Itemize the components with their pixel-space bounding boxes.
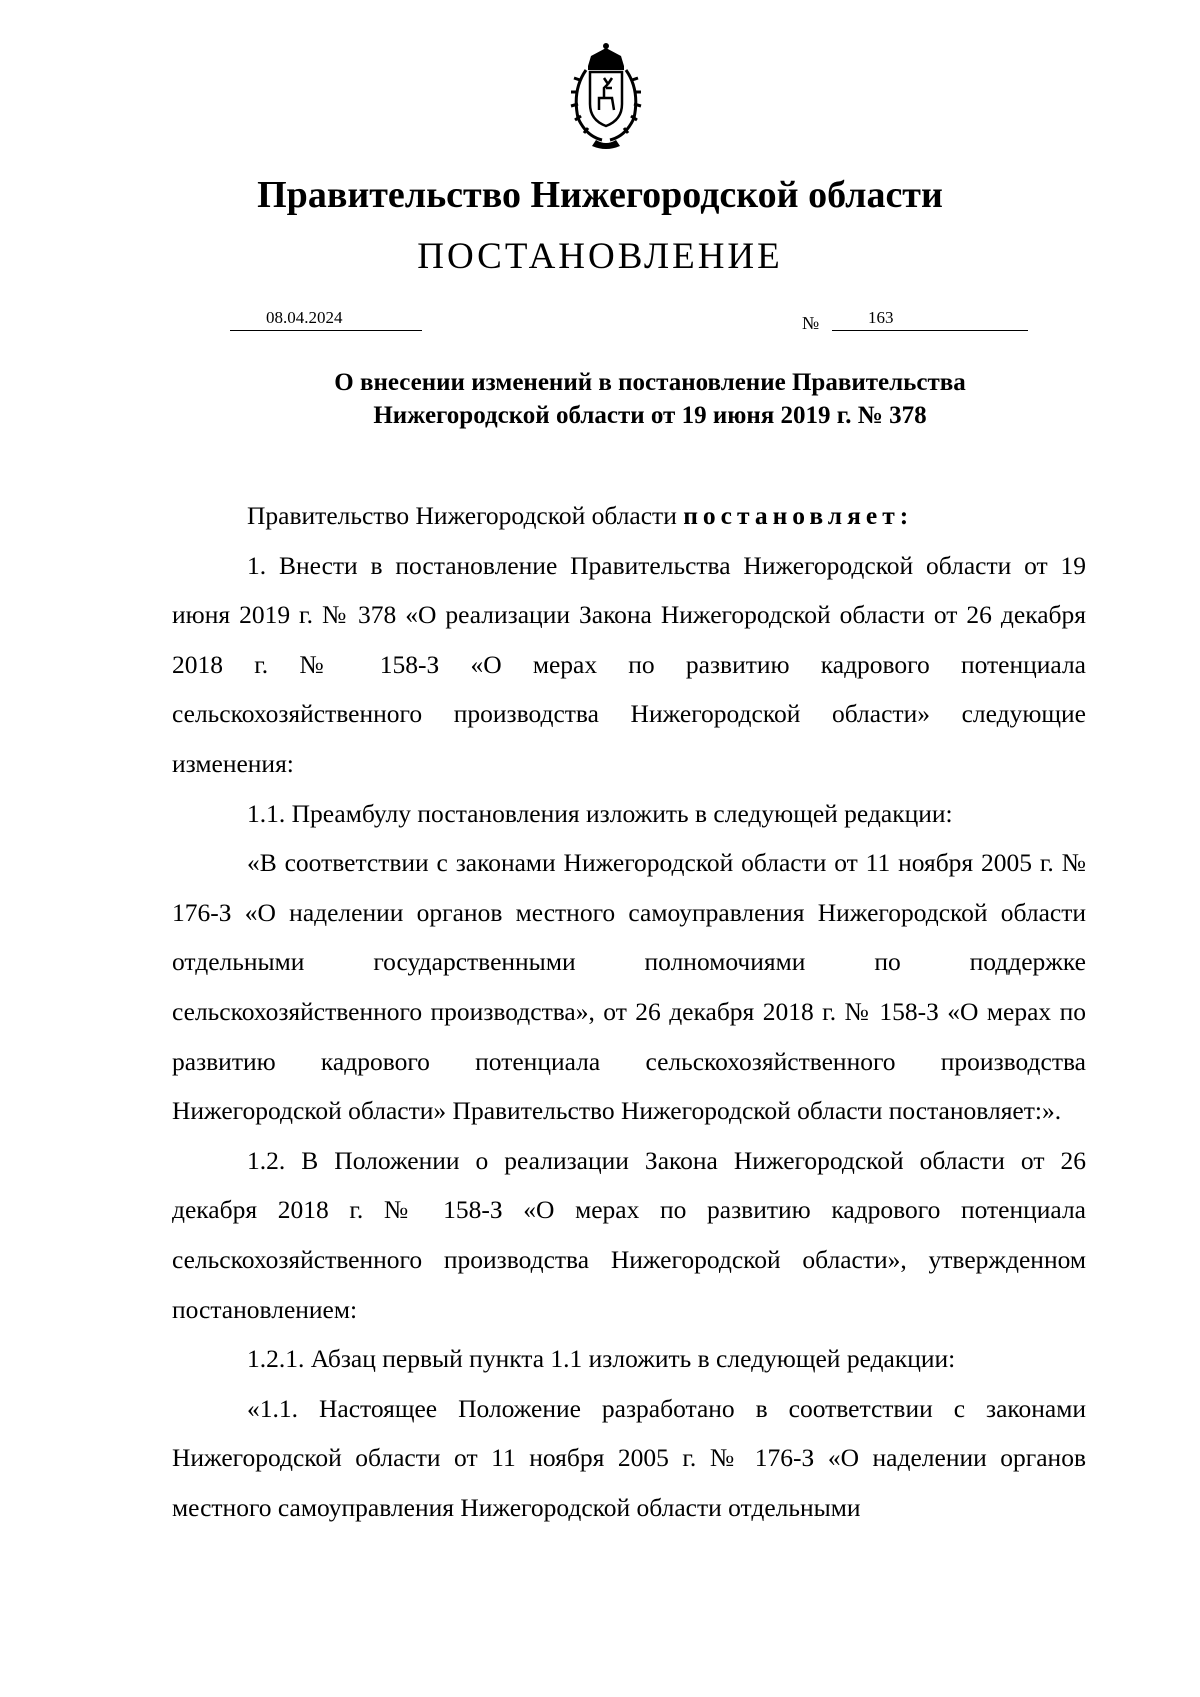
quote-paragraph-1: «В соответствии с законами Нижегородской области от 11 ноября 2005 г. № 176-З «О наделении органов местного самоуправления Нижегородской области отдельными государственными полномочиями по поддержке сельскохозяйственного производства», от 26 декабря 2018 г. № 158-З «О мерах по развитию кадрового потенциала сельскохозяйственного производства Нижегородской области» Правительство Нижегородской области постановляет:». — [172, 848, 1086, 1126]
subject-line-1: О внесении изменений в постановление Правительства — [334, 369, 966, 396]
document-subject — [200, 366, 1100, 432]
document-date: 08.04.2024 — [266, 308, 343, 327]
paragraph-1: 1. Внести в постановление Правительства Нижегородской области от 19 июня 2019 г. № 378 «О реализации Закона Нижегородской области от 26 декабря 2018 г. № 158-З «О мерах по развитию кадрового потенциала сельскохозяйственного производства Нижегородской области» следующие изменения: — [172, 550, 1086, 778]
subject-line-2: Нижегородской области от 19 июня 2019 г. № 378 — [373, 402, 927, 429]
document-date-field — [230, 306, 422, 331]
document-number-field — [832, 306, 1028, 331]
intro-action: постановляет: — [683, 501, 914, 530]
paragraph-1-1: 1.1. Преамбулу постановления изложить в следующей редакции: — [247, 798, 953, 828]
document-type: ПОСТАНОВЛЕНИЕ — [417, 236, 783, 277]
document-body — [172, 491, 1086, 1532]
quote-paragraph-2: «1.1. Настоящее Положение разработано в соответствии с законами Нижегородской области от 11 ноября 2005 г. № 176-З «О наделении органов местного самоуправления Нижегородской области отдельными — [172, 1393, 1086, 1522]
paragraph-1-2-1: 1.2.1. Абзац первый пункта 1.1 изложить в следующей редакции: — [247, 1344, 956, 1374]
document-number: 163 — [868, 308, 894, 327]
intro-paragraph — [172, 491, 1086, 541]
government-title: Правительство Нижегородской области — [257, 174, 943, 216]
intro-text: Правительство Нижегородской области — [247, 501, 677, 530]
coat-of-arms-icon — [566, 40, 646, 150]
paragraph-1-2: 1.2. В Положении о реализации Закона Нижегородской области от 26 декабря 2018 г. № 158-З «О мерах по развитию кадрового потенциала сельскохозяйственного производства Нижегородской области», утвержденном постановлением: — [172, 1145, 1086, 1324]
number-sign: № — [802, 313, 820, 333]
